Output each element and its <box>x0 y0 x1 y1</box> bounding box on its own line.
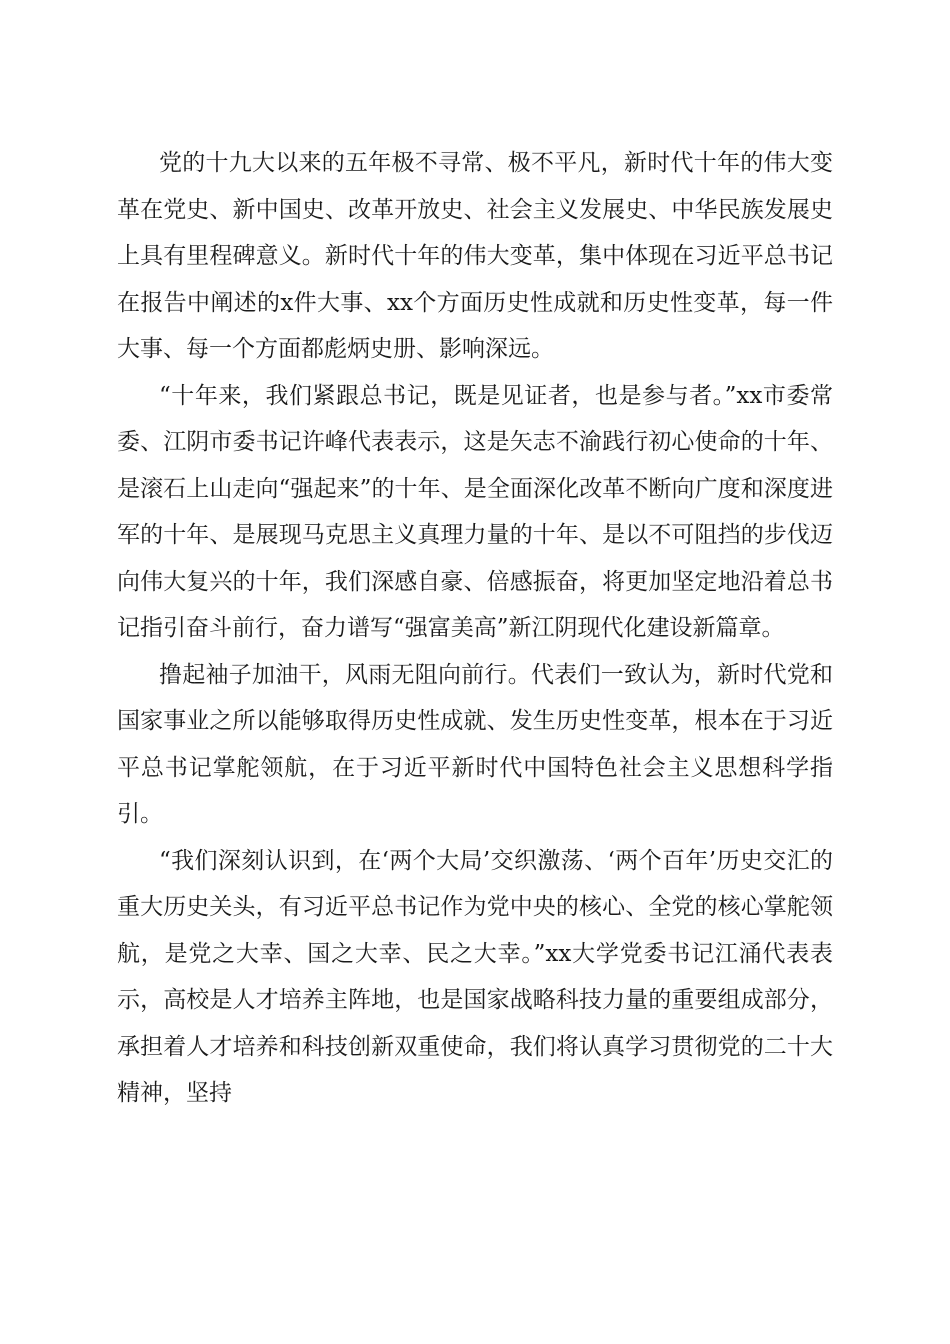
paragraph-3: 撸起袖子加油干，风雨无阻向前行。代表们一致认为，新时代党和国家事业之所以能够取得历史性成就、发生历史性变革，根本在于习近平总书记掌舵领航，在于习近平新时代中国特色社会主义思想科学指引。 <box>117 661 833 827</box>
paragraph-1: 党的十九大以来的五年极不寻常、极不平凡，新时代十年的伟大变革在党史、新中国史、改革开放史、社会主义发展史、中华民族发展史上具有里程碑意义。新时代十年的伟大变革，集中体现在习近平总书记在报告中阐述的x件大事、xx个方面历史性成就和历史性变革，每一件大事、每一个方面都彪炳史册、影响深远。 <box>117 150 833 362</box>
document-body <box>117 140 833 1117</box>
paragraph-2: “十年来，我们紧跟总书记，既是见证者，也是参与者。”xx市委常委、江阴市委书记许峰代表表示，这是矢志不渝践行初心使命的十年、是滚石上山走向“强起来”的十年、是全面深化改革不断向广度和深度进军的十年、是展现马克思主义真理力量的十年、是以不可阻挡的步伐迈向伟大复兴的十年，我们深感自豪、倍感振奋，将更加坚定地沿着总书记指引奋斗前行，奋力谱写“强富美高”新江阴现代化建设新篇章。 <box>117 382 833 641</box>
paragraph-4: “我们深刻认识到，在‘两个大局’交织激荡、‘两个百年’历史交汇的重大历史关头，有习近平总书记作为党中央的核心、全党的核心掌舵领航，是党之大幸、国之大幸、民之大幸。”xx大学党委书记江涌代表表示，高校是人才培养主阵地，也是国家战略科技力量的重要组成部分，承担着人才培养和科技创新双重使命，我们将认真学习贯彻党的二十大精神，坚持 <box>117 847 833 1106</box>
